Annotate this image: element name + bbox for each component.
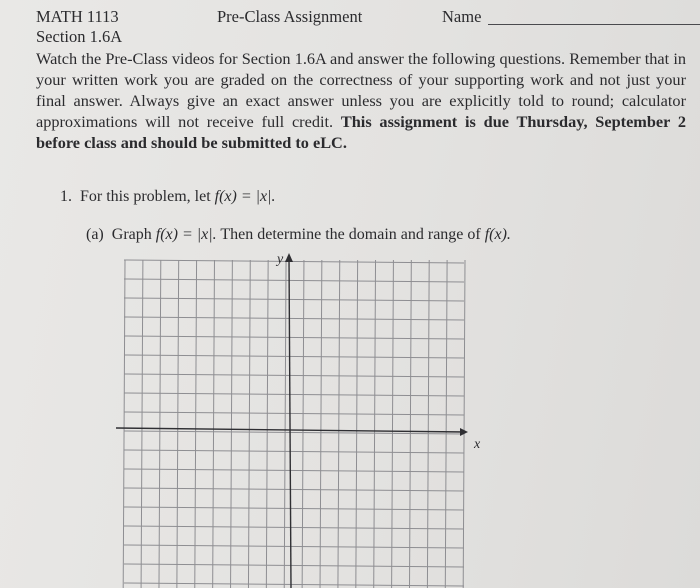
part-label: (a) (86, 226, 104, 243)
name-field-line (488, 24, 700, 25)
instructions-text: Watch the Pre-Class videos for Section 1.6A and answer the following questions. Remember that in your written work you are graded on the correctness of your supporting work and not just your final answer. Always give an exact answer unless you are explicitly told to round; calculator approximations will not receive full credit. (36, 49, 686, 131)
assignment-title: Pre-Class Assignment (217, 7, 363, 26)
grid-vertical-line (141, 260, 143, 588)
name-label: Name (442, 7, 482, 26)
grid-vertical-line (284, 260, 286, 588)
due-date-notice: This assignment is due Thursday, September 2 before class and should be submitted to eLC. (36, 112, 686, 152)
grid-vertical-line (356, 260, 358, 588)
grid-vertical-line (266, 260, 268, 588)
course-code: MATH 1113 (36, 7, 119, 26)
problem-function: f(x) = |x|. (214, 188, 276, 205)
grid-horizontal-line (124, 469, 464, 472)
grid-horizontal-line (124, 374, 464, 377)
grid-horizontal-line (124, 355, 464, 358)
grid-vertical-line (320, 260, 322, 588)
instructions-paragraph (36, 48, 686, 153)
grid-vertical-line (338, 260, 340, 588)
grid-vertical-line (195, 260, 197, 588)
grid-lines (123, 260, 465, 588)
grid-horizontal-line (124, 564, 464, 567)
grid-horizontal-line (124, 317, 464, 320)
grid-vertical-line (159, 260, 161, 588)
grid-horizontal-line (124, 279, 464, 282)
grid-horizontal-line (124, 260, 464, 263)
part-function: f(x) = |x|. (155, 226, 217, 243)
grid-horizontal-line (124, 298, 464, 301)
grid-horizontal-line (124, 336, 464, 339)
problem-1 (60, 188, 276, 206)
grid-vertical-line (248, 260, 250, 588)
grid-horizontal-line (124, 450, 464, 453)
graph-grid[interactable] (110, 248, 490, 588)
grid-vertical-line (427, 260, 429, 588)
y-axis (289, 257, 291, 588)
grid-vertical-line (212, 260, 214, 588)
grid-vertical-line (445, 260, 447, 588)
grid-horizontal-line (124, 526, 464, 529)
problem-intro: For this problem, let (80, 188, 211, 205)
grid-vertical-line (409, 260, 411, 588)
problem-number: 1. (60, 188, 72, 205)
part-text-2: Then determine the domain and range of (220, 226, 481, 243)
section-label: Section 1.6A (36, 27, 123, 46)
grid-vertical-line (374, 260, 376, 588)
grid-horizontal-line (124, 393, 464, 396)
y-axis-label: y (277, 252, 284, 267)
problem-1a (86, 226, 511, 244)
grid-horizontal-line (124, 545, 464, 548)
grid-horizontal-line (124, 507, 464, 510)
part-text-1: Graph (111, 226, 152, 243)
y-axis-arrow (285, 253, 293, 262)
x-axis-label: x (474, 437, 481, 452)
grid-vertical-line (391, 260, 393, 588)
grid-vertical-line (177, 260, 179, 588)
grid-horizontal-line (124, 412, 464, 415)
grid-horizontal-line (124, 488, 464, 491)
part-function-2: f(x). (484, 226, 511, 243)
grid-horizontal-line (124, 583, 464, 586)
grid-vertical-line (123, 260, 125, 588)
grid-vertical-line (302, 260, 304, 588)
grid-vertical-line (463, 260, 465, 588)
grid-vertical-line (230, 260, 232, 588)
